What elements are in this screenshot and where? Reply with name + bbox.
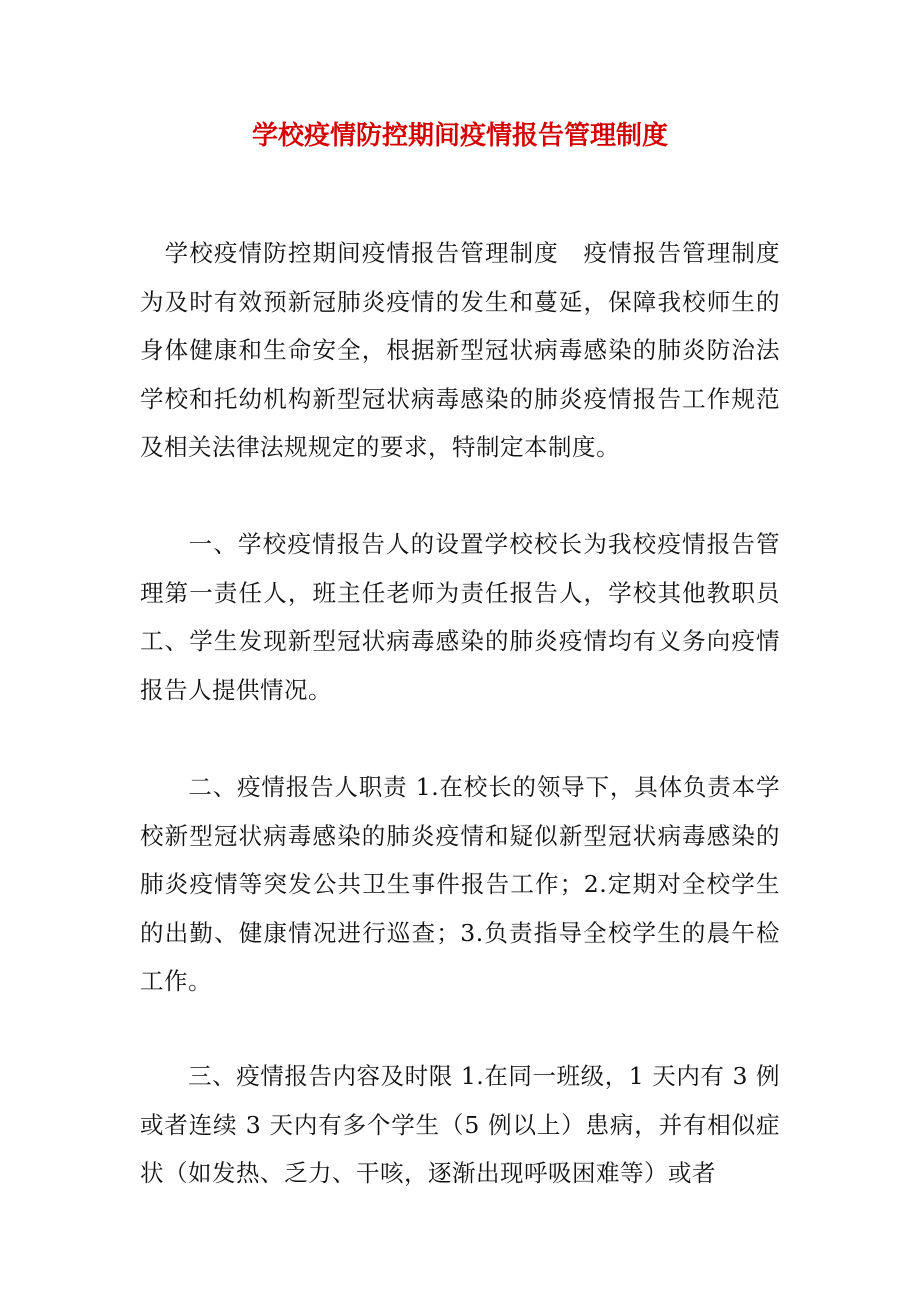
paragraph-section-2-text: 二、疫情报告人职责 1.在校长的领导下，具体负责本学校新型冠状病毒感染的肺炎疫情和疑似新型冠状病毒感染的肺炎疫情等突发公共卫生事件报告工作；2.定期对全校学生的出勤、健康情况进行巡查；3.负责指导全校学生的晨午检工作。 xyxy=(140,773,780,995)
document-title: 学校疫情防控期间疫情报告管理制度 xyxy=(251,121,668,151)
paragraph-section-3 xyxy=(140,1052,780,1198)
paragraph-intro-text: 学校疫情防控期间疫情报告管理制度 疫情报告管理制度为及时有效预新冠肺炎疫情的发生和蔓延，保障我校师生的身体健康和生命安全，根据新型冠状病毒感染的肺炎防治法学校和托幼机构新型冠状病毒感染的肺炎疫情报告工作规范及相关法律法规规定的要求，特制定本制度。 xyxy=(140,239,780,461)
paragraph-section-2 xyxy=(140,763,780,1006)
paragraph-section-3-text: 三、疫情报告内容及时限 1.在同一班级，1 天内有 3 例或者连续 3 天内有多个学生（5 例以上）患病，并有相似症状（如发热、乏力、干咳，逐渐出现呼吸困难等）或者 xyxy=(140,1062,780,1187)
paragraph-intro xyxy=(140,229,780,472)
paragraph-section-1 xyxy=(140,520,780,714)
paragraph-section-1-text: 一、学校疫情报告人的设置学校校长为我校疫情报告管理第一责任人，班主任老师为责任报告人，学校其他教职员工、学生发现新型冠状病毒感染的肺炎疫情均有义务向疫情报告人提供情况。 xyxy=(140,530,780,704)
